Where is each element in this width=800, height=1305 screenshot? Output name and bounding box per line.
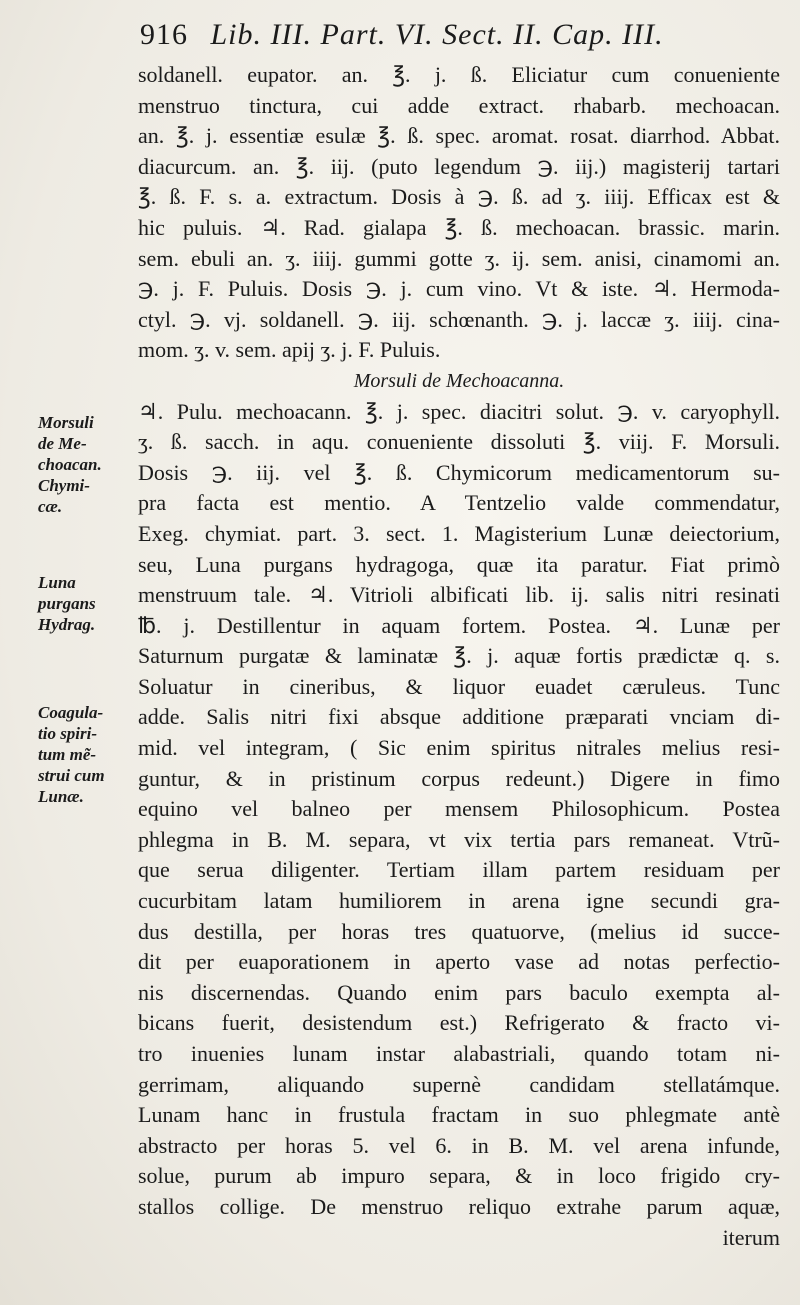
margin-note-line: cæ. — [38, 497, 63, 516]
text-line: cucurbitam latam humiliorem in arena igne secundi gra- — [138, 888, 780, 914]
text-line: Dosis ℈. iij. vel ℥. ß. Chymicorum medicamentorum su- — [138, 459, 780, 485]
text-line: Saturnum purgatæ & laminatæ ℥. j. aquæ fortis prædictæ q. s. — [138, 643, 780, 669]
margin-note-line: tum mẽ- — [38, 745, 97, 764]
margin-note-luna — [38, 572, 138, 635]
text-line: hic puluis. ♃. Rad. gialapa ℥. ß. mechoacan. brassic. marin. — [138, 214, 780, 240]
margin-note-line: Chymi- — [38, 476, 90, 495]
section-heading: Morsuli de Mechoacanna. — [353, 369, 565, 392]
text-line: ctyl. ℈. vj. soldanell. ℈. iij. schœnanth. ℈. j. laccæ ʒ. iiij. cina- — [138, 306, 780, 332]
text-line: menstruo tinctura, cui adde extract. rhabarb. mechoacan. — [138, 92, 780, 118]
text-line: phlegma in B. M. separa, vt vix tertia pars remaneat. Vtrũ- — [138, 826, 780, 852]
text-line: solue, purum ab impuro separa, & in loco frigido cry- — [138, 1163, 780, 1189]
text-line: mom. ʒ. v. sem. apij ʒ. j. F. Puluis. — [138, 337, 441, 363]
margin-note-line: Morsuli — [38, 413, 94, 432]
text-line: guntur, & in pristinum corpus redeunt.) Digere in fimo — [138, 765, 780, 791]
page-header — [140, 18, 780, 52]
text-line: an. ℥. j. essentiæ esulæ ℥. ß. spec. aromat. rosat. diarrhod. Abbat. — [138, 123, 780, 149]
margin-note-line: Lunæ. — [38, 787, 84, 806]
text-line: nis discernendas. Quando enim pars baculo exempta al- — [138, 979, 780, 1005]
text-line: Soluatur in cineribus, & liquor euadet cæruleus. Tunc — [138, 673, 780, 699]
text-line: pra facta est mentio. A Tentzelio valde commendatur, — [138, 490, 780, 516]
text-line: dit per euaporationem in aperto vase ad notas perfectio- — [138, 949, 780, 975]
text-line: que serua diligenter. Tertiam illam partem residuam per — [138, 857, 780, 883]
margin-note-line: choacan. — [38, 455, 102, 474]
text-line: bicans fuerit, desistendum est.) Refrigerato & fracto vi- — [138, 1010, 780, 1036]
text-line: sem. ebuli an. ʒ. iiij. gummi gotte ʒ. ij. sem. anisi, cinamomi an. — [138, 245, 780, 271]
text-line: tro inuenies lunam instar alabastriali, quando totam ni- — [138, 1041, 780, 1066]
margin-note-line: de Me- — [38, 434, 87, 453]
text-line: dus destilla, per horas tres quatuorve, (melius id succe- — [138, 918, 780, 944]
text-line: ℔. j. Destillentur in aquam fortem. Postea. ♃. Lunæ per — [138, 612, 780, 638]
margin-note-line: tio spiri- — [38, 724, 98, 743]
main-text — [138, 60, 780, 1253]
text-line: ℥. ß. F. s. a. extractum. Dosis à ℈. ß. ad ʒ. iiij. Efficax est & — [138, 184, 780, 210]
running-title: Lib. III. Part. VI. Sect. II. Cap. III. — [210, 18, 664, 51]
text-line: ♃. Pulu. mechoacann. ℥. j. spec. diacitri solut. ℈. v. caryophyll. — [138, 398, 780, 424]
margin-note-line: strui cum — [38, 766, 105, 785]
text-line: Lunam hanc in frustula fractam in suo phlegmate antè — [138, 1102, 780, 1128]
text-line: gerrimam, aliquando supernè candidam stellatámque. — [138, 1071, 780, 1097]
margin-note-line: Coagula- — [38, 703, 104, 722]
margin-note-line: purgans — [38, 594, 96, 613]
text-line: equino vel balneo per mensem Philosophicum. Postea — [138, 796, 780, 822]
text-line: seu, Luna purgans hydragoga, quæ ita paratur. Fiat primò — [138, 551, 780, 577]
text-line: diacurcum. an. ℥. iij. (puto legendum ℈. iij.) magisterij tartari — [138, 153, 780, 179]
text-line: adde. Salis nitri fixi absque additione præparati vnciam di- — [138, 704, 780, 730]
text-line: abstracto per horas 5. vel 6. in B. M. vel arena infunde, — [138, 1132, 780, 1158]
text-line: menstruum tale. ♃. Vitrioli albificati lib. ij. salis nitri resinati — [138, 582, 780, 608]
text-line: stallos collige. De menstruo reliquo extrahe parum aquæ, — [138, 1193, 780, 1219]
catchword: iterum — [722, 1224, 780, 1250]
text-line: soldanell. eupator. an. ℥. j. ß. Eliciatur cum conueniente — [138, 62, 780, 87]
text-line: ℈. j. F. Puluis. Dosis ℈. j. cum vino. Vt & iste. ♃. Hermoda- — [138, 276, 780, 302]
text-line: ʒ. ß. sacch. in aqu. conueniente dissoluti ℥. viij. F. Morsuli. — [138, 429, 780, 455]
margin-note-morsuli — [38, 412, 138, 517]
margin-note-line: Hydrag. — [38, 615, 96, 634]
text-line: Exeg. chymiat. part. 3. sect. 1. Magisterium Lunæ deiectorium, — [138, 520, 780, 546]
margin-note-line: Luna — [38, 573, 76, 592]
margin-note-coagulatio — [38, 702, 138, 807]
page-number: 916 — [140, 18, 188, 51]
text-line: mid. vel integram, ( Sic enim spiritus nitrales melius resi- — [138, 735, 780, 761]
